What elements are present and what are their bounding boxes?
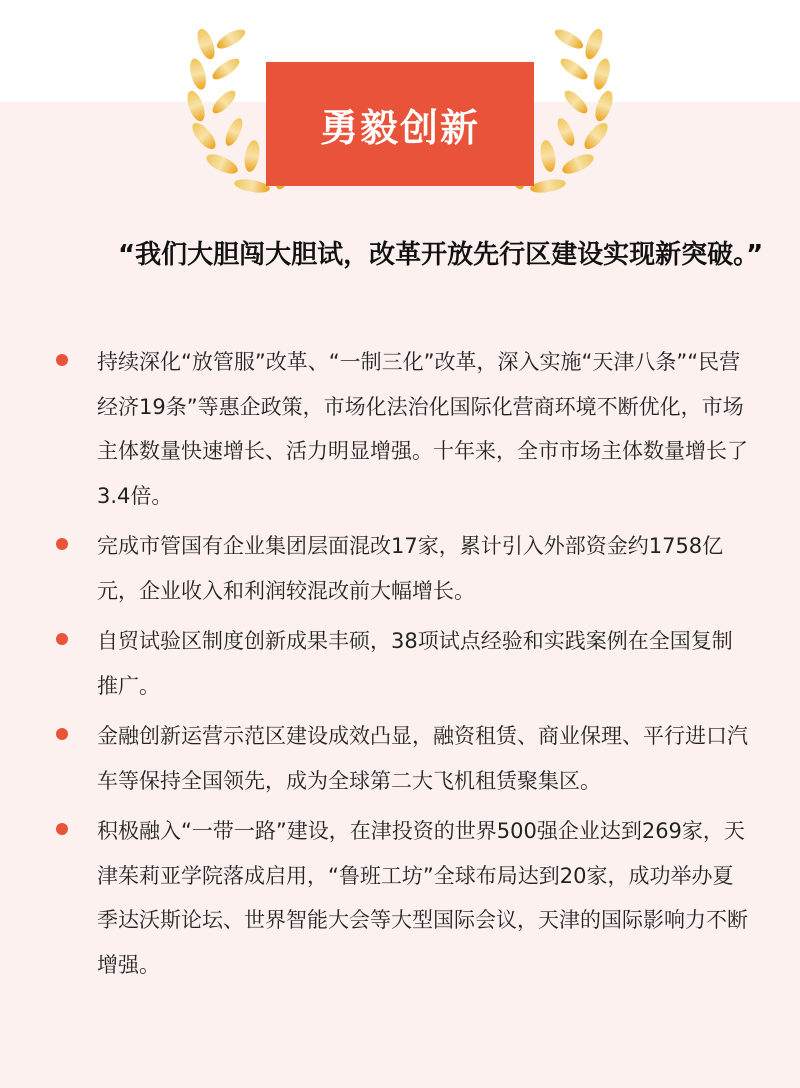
list-item: 持续深化“放管服”改革、“一制三化”改革，深入实施“天津八条”“民营经济19条”等惠企政策，市场化法治化国际化营商环境不断优化，市场主体数量快速增长、活力明显增强。十年来，全市市场主体数量增长了3.4倍。 — [48, 340, 748, 518]
page-title: 勇毅创新 — [319, 105, 480, 150]
list-item: 完成市管国有企业集团层面混改17家，累计引入外部资金约1758亿元，企业收入和利润较混改前大幅增长。 — [48, 524, 748, 613]
bullet-dot-icon — [56, 633, 68, 645]
list-item: 积极融入“一带一路”建设，在津投资的世界500强企业达到269家，天津茱莉亚学院落成启用，“鲁班工坊”全球布局达到20家，成功举办夏季达沃斯论坛、世界智能大会等大型国际会议，天津的国际影响力不断增强。 — [48, 809, 748, 987]
list-item: 自贸试验区制度创新成果丰硕，38项试点经验和实践案例在全国复制推广。 — [48, 619, 748, 708]
bullet-dot-icon — [56, 538, 68, 550]
bullet-dot-icon — [56, 823, 68, 835]
list-item: 金融创新运营示范区建设成效凸显，融资租赁、商业保理、平行进口汽车等保持全国领先，成为全球第二大飞机租赁聚集区。 — [48, 714, 748, 803]
headline-quote: “我们大胆闯大胆试，改革开放先行区建设实现新突破。” — [118, 240, 764, 270]
title-banner — [266, 62, 534, 186]
bullet-list — [48, 340, 748, 993]
bullet-dot-icon — [56, 354, 68, 366]
bullet-dot-icon — [56, 728, 68, 740]
